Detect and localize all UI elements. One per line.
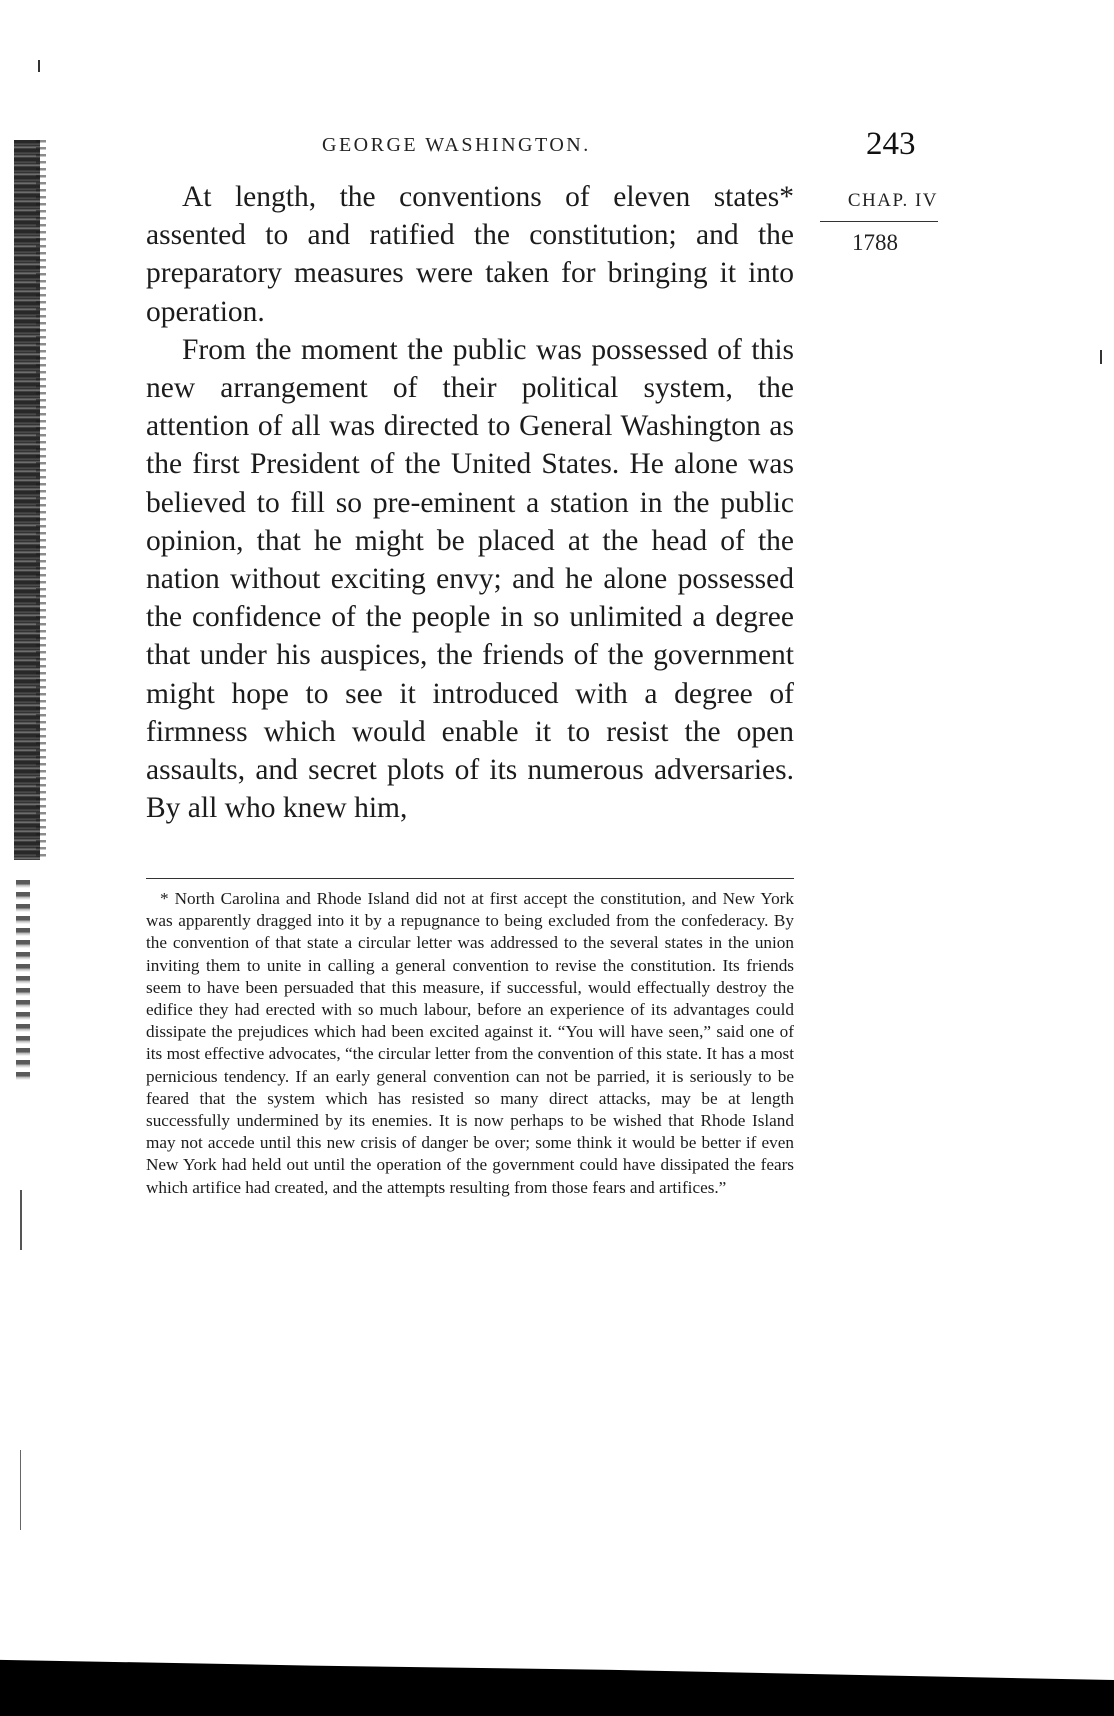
paragraph-2: From the moment the public was possessed of this new arrangement of their political system, the attention of all was directed to General Washington as the first President of the United States. He alone was believed to fill so pre-eminent a station in the public opinion, that he might be placed at the head of the nation without exciting envy; and he alone possessed the confidence of the people in so unlimited a degree that under his auspices, the friends of the government might hope to see it introduced with a degree of firmness which would enable it to resist the open assaults, and secret plots of its numerous adversaries. By all who knew him,: [146, 333, 794, 825]
margin-chapter-label: CHAP. IV: [847, 190, 938, 211]
footnote-rule: [146, 878, 794, 879]
margin-year: 1788: [852, 230, 898, 255]
scan-speck: [20, 1190, 22, 1250]
margin-rule: [820, 221, 938, 222]
running-title: GEORGE WASHINGTON.: [322, 134, 591, 156]
scan-speck: [1100, 350, 1102, 364]
paragraph-1: At length, the conventions of eleven states* assented to and ratified the constitution; and the preparatory measures were taken for bringing it into operation.: [146, 181, 794, 328]
footnote: * North Carolina and Rhode Island did not at first accept the constitution, and New York was apparently dragged into it by a repugnance to being excluded from the confederacy. By the convention of that state a circular letter was addressed to the several states in the union inviting them to unite in calling a general convention to revise the constitution. Its friends seem to have been persuaded that this measure, if successful, would effectually destroy the edifice they had erected with so much labour, before an experience of its advantages could dissipate the prejudices which had been excited against it. “You will have seen,” said one of its most effective advocates, “the circular letter from the convention of this state. It has a most pernicious tendency. If an early general convention can not be parried, it is seriously to be feared that the system which has resisted so many direct attacks, may be at length successfully undermined by its enemies. It is now perhaps to be wished that Rhode Island may not accede until this new crisis of danger be over; some think it would be better if even New York had held out until the operation of the government could have dissipated the fears which artifice had created, and the attempts resulting from those fears and artifices.”: [146, 889, 794, 1197]
page-number: 243: [866, 126, 916, 162]
scan-bottom-border: [0, 1644, 1114, 1716]
scan-speck: [38, 60, 40, 72]
binding-edge-shadow: [14, 140, 40, 860]
binding-edge-shadow-lower: [16, 880, 30, 1080]
scan-speck: [20, 1450, 21, 1530]
body-text: [146, 178, 794, 827]
